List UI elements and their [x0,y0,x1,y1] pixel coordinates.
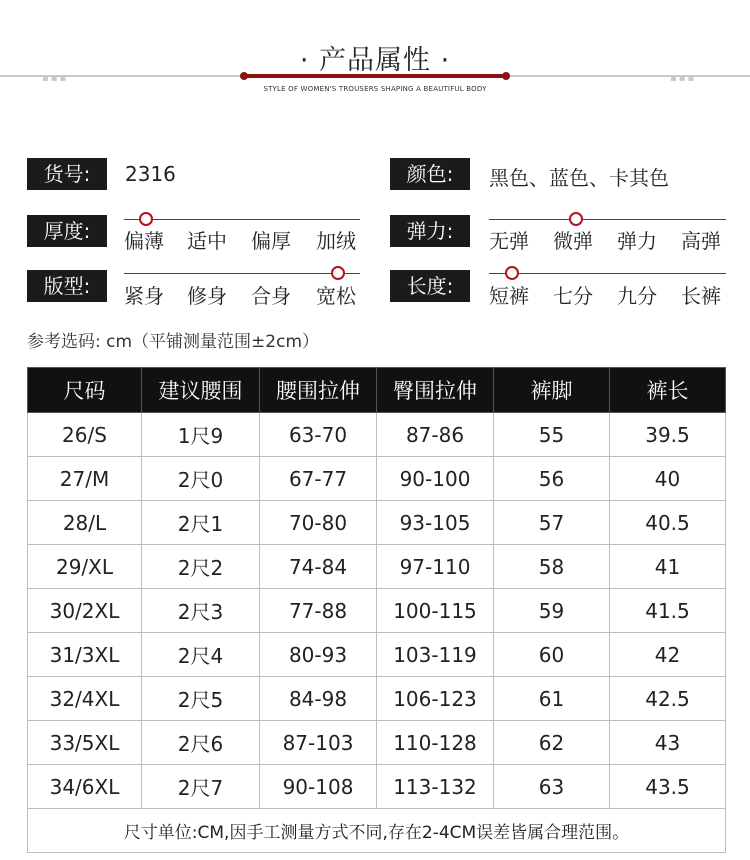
table-cell: 31/3XL [28,633,142,677]
length-option: 短裤 [489,284,529,308]
table-body [28,413,726,809]
table-cell: 87-103 [260,721,377,765]
table-note: 尺寸单位:CM,因手工测量方式不同,存在2-4CM误差皆属合理范围。 [28,809,726,853]
table-cell: 33/5XL [28,721,142,765]
thickness-option: 加绒 [316,229,356,253]
table-cell: 42 [610,633,726,677]
table-cell: 70-80 [260,501,377,545]
fit-selected-marker [331,266,345,280]
table-cell: 2尺4 [142,633,260,677]
column-header: 裤长 [610,368,726,413]
length-label: 长度: [390,270,470,302]
table-row [28,457,726,501]
color-label: 颜色: [390,158,470,190]
elasticity-option: 无弹 [489,229,529,253]
table-cell: 60 [494,633,610,677]
fit-option: 合身 [251,284,291,308]
table-row [28,721,726,765]
table-row [28,633,726,677]
table-row [28,765,726,809]
item-no-value: 2316 [125,162,176,186]
table-cell: 59 [494,589,610,633]
size-reference-note: 参考选码: cm（平铺测量范围±2cm） [27,332,320,352]
table-note-row [28,809,726,853]
fit-option: 修身 [187,284,227,308]
table-cell: 40.5 [610,501,726,545]
table-cell: 90-108 [260,765,377,809]
table-cell: 1尺9 [142,413,260,457]
column-header: 尺码 [28,368,142,413]
table-cell: 63-70 [260,413,377,457]
table-cell: 42.5 [610,677,726,721]
table-cell: 62 [494,721,610,765]
elasticity-label: 弹力: [390,215,470,247]
elasticity-option: 高弹 [681,229,721,253]
table-cell: 39.5 [610,413,726,457]
thickness-option: 适中 [187,229,227,253]
thickness-label: 厚度: [27,215,107,247]
table-cell: 87-86 [377,413,494,457]
size-table [27,367,726,853]
table-row [28,589,726,633]
table-cell: 34/6XL [28,765,142,809]
table-cell: 27/M [28,457,142,501]
header-dots-right: ▪▪▪ [670,73,697,84]
table-row [28,545,726,589]
table-cell: 74-84 [260,545,377,589]
length-option: 九分 [617,284,657,308]
table-row [28,501,726,545]
length-scale-line [489,273,726,274]
header-dots-left: ▪▪▪ [42,73,69,84]
thickness-selected-marker [139,212,153,226]
page-subtitle: STYLE OF WOMEN'S TROUSERS SHAPING A BEAUTIFUL BODY [263,85,487,93]
table-cell: 2尺0 [142,457,260,501]
table-cell: 110-128 [377,721,494,765]
table-cell: 84-98 [260,677,377,721]
length-selected-marker [505,266,519,280]
column-header: 腰围拉伸 [260,368,377,413]
table-cell: 26/S [28,413,142,457]
table-cell: 2尺1 [142,501,260,545]
table-cell: 2尺5 [142,677,260,721]
item-no-label: 货号: [27,158,107,190]
table-cell: 2尺3 [142,589,260,633]
thickness-scale-line [124,219,360,220]
thickness-option: 偏薄 [124,229,164,253]
table-cell: 97-110 [377,545,494,589]
thickness-option: 偏厚 [251,229,291,253]
table-cell: 63 [494,765,610,809]
elasticity-scale-line [489,219,726,220]
table-cell: 30/2XL [28,589,142,633]
table-cell: 28/L [28,501,142,545]
table-cell: 32/4XL [28,677,142,721]
table-row [28,677,726,721]
table-cell: 29/XL [28,545,142,589]
length-option: 七分 [553,284,593,308]
table-cell: 55 [494,413,610,457]
table-cell: 103-119 [377,633,494,677]
table-cell: 113-132 [377,765,494,809]
table-cell: 2尺6 [142,721,260,765]
table-cell: 41 [610,545,726,589]
column-header: 臀围拉伸 [377,368,494,413]
table-cell: 56 [494,457,610,501]
fit-label: 版型: [27,270,107,302]
table-cell: 43.5 [610,765,726,809]
table-cell: 80-93 [260,633,377,677]
table-cell: 40 [610,457,726,501]
color-value: 黑色、蓝色、卡其色 [489,166,669,190]
page-title: · 产品属性 · [299,45,451,76]
table-cell: 57 [494,501,610,545]
table-cell: 100-115 [377,589,494,633]
table-cell: 90-100 [377,457,494,501]
column-header: 裤脚 [494,368,610,413]
elasticity-selected-marker [569,212,583,226]
table-cell: 2尺2 [142,545,260,589]
elasticity-option: 弹力 [617,229,657,253]
table-cell: 93-105 [377,501,494,545]
fit-option: 紧身 [124,284,164,308]
elasticity-option: 微弹 [553,229,593,253]
table-cell: 43 [610,721,726,765]
fit-option: 宽松 [316,284,356,308]
table-row [28,413,726,457]
table-cell: 106-123 [377,677,494,721]
table-cell: 61 [494,677,610,721]
table-cell: 2尺7 [142,765,260,809]
table-cell: 41.5 [610,589,726,633]
length-option: 长裤 [681,284,721,308]
table-cell: 67-77 [260,457,377,501]
table-cell: 77-88 [260,589,377,633]
table-cell: 58 [494,545,610,589]
fit-scale-line [124,273,360,274]
table-header-row [28,368,726,413]
column-header: 建议腰围 [142,368,260,413]
